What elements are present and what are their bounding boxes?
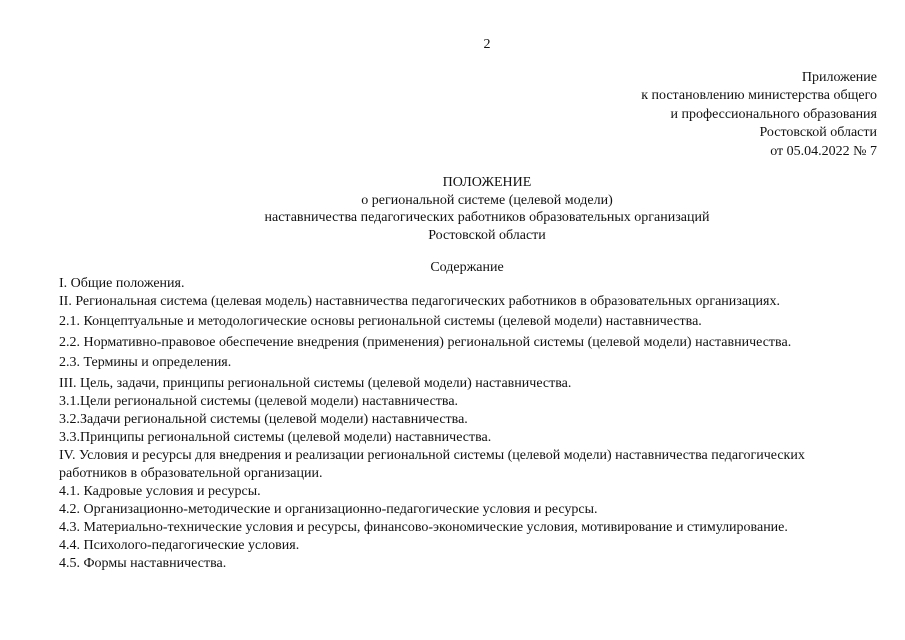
toc-item: 3.2.Задачи региональной системы (целевой модели) наставничества. <box>59 412 468 427</box>
appendix-line: к постановлению министерства общего <box>641 88 877 104</box>
contents-heading: Содержание <box>430 260 504 275</box>
toc-item: I. Общие положения. <box>59 276 185 291</box>
toc-item: II. Региональная система (целевая модель) наставничества педагогических работников в образовательных организациях. <box>59 294 780 309</box>
document-title <box>0 174 905 244</box>
title-main: ПОЛОЖЕНИЕ <box>442 175 532 190</box>
page-number: 2 <box>483 37 491 52</box>
toc-item: 4.2. Организационно-методические и организационно-педагогические условия и ресурсы. <box>59 502 598 517</box>
title-line: о региональной системе (целевой модели) <box>361 192 613 208</box>
toc-item: 2.1. Концептуальные и методологические основы региональной системы (целевой модели) наставничества. <box>59 314 702 329</box>
toc-item: IV. Условия и ресурсы для внедрения и реализации региональной системы (целевой модели) наставничества педагогических работников в образовательной организации. <box>59 448 805 481</box>
table-of-contents <box>59 275 871 573</box>
title-line: наставничества педагогических работников образовательных организаций <box>264 210 710 225</box>
appendix-line: Ростовской области <box>759 125 877 141</box>
appendix-line: и профессионального образования <box>670 106 877 122</box>
toc-item: 2.2. Нормативно-правовое обеспечение внедрения (применения) региональной системы (целевой модели) наставничества. <box>59 335 792 350</box>
toc-item: III. Цель, задачи, принципы региональной системы (целевой модели) наставничества. <box>59 376 572 391</box>
toc-item: 4.1. Кадровые условия и ресурсы. <box>59 484 261 499</box>
toc-item: 2.3. Термины и определения. <box>59 355 232 370</box>
appendix-line: Приложение <box>801 70 877 85</box>
appendix-line: от 05.04.2022 № 7 <box>770 143 877 159</box>
toc-item: 4.3. Материально-технические условия и ресурсы, финансово-экономические условия, мотивирование и стимулирование. <box>59 520 788 535</box>
toc-item: 3.3.Принципы региональной системы (целевой модели) наставничества. <box>59 430 492 445</box>
toc-item: 4.5. Формы наставничества. <box>59 556 227 571</box>
toc-item: 3.1.Цели региональной системы (целевой модели) наставничества. <box>59 394 459 409</box>
toc-item: 4.4. Психолого-педагогические условия. <box>59 538 300 553</box>
appendix-block <box>641 69 877 161</box>
title-line: Ростовской области <box>428 227 546 243</box>
